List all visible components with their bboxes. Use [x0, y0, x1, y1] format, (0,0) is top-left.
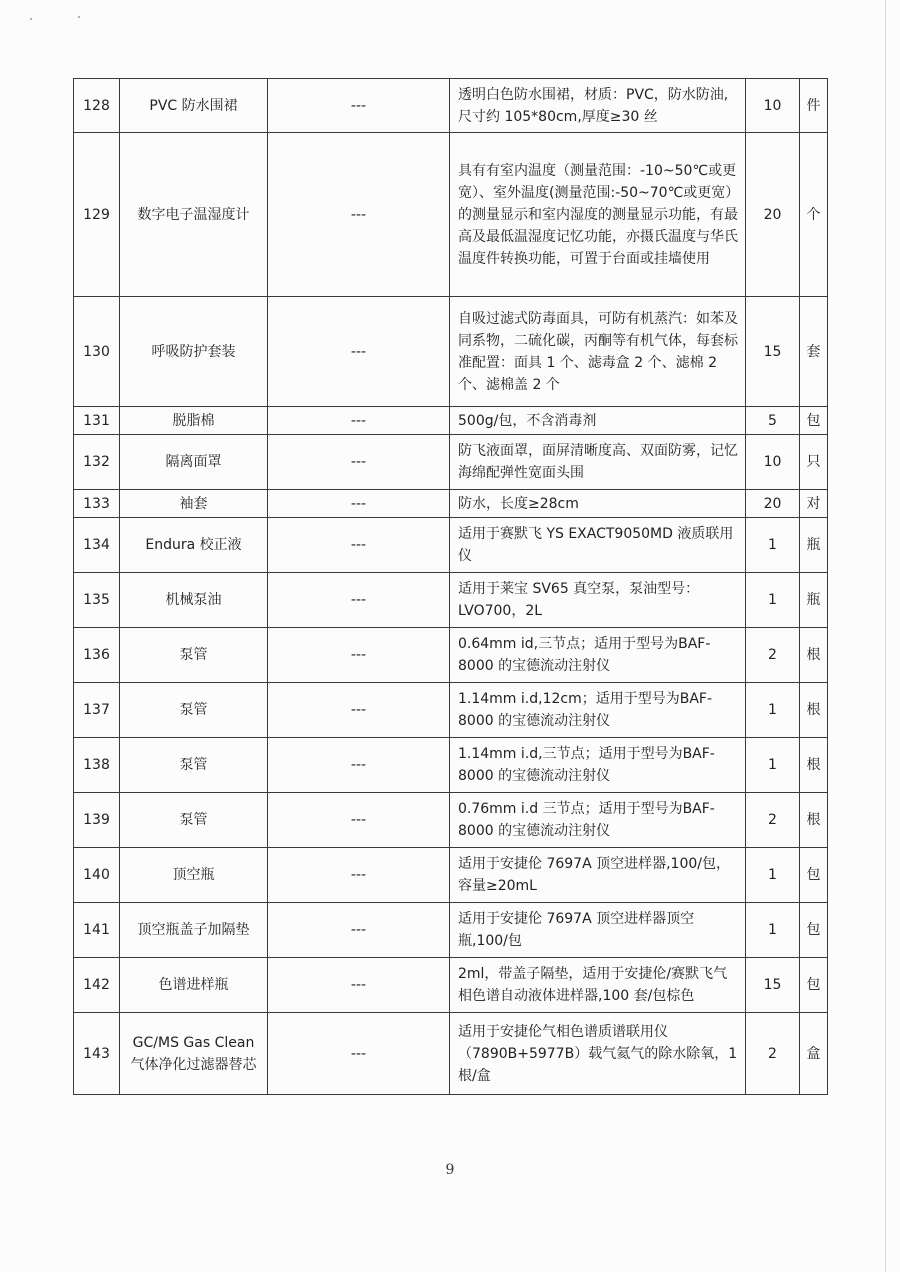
item-spec: 0.76mm i.d 三节点；适用于型号为BAF-8000 的宝德流动注射仪: [450, 793, 746, 848]
table-row: [74, 1013, 828, 1095]
table-row: [74, 490, 828, 518]
item-spec: 适用于安捷伦 7697A 顶空进样器顶空瓶,100/包: [450, 903, 746, 958]
item-number: 130: [74, 297, 120, 407]
item-quantity: 2: [746, 628, 800, 683]
item-spec: 1.14mm i.d,三节点；适用于型号为BAF-8000 的宝德流动注射仪: [450, 738, 746, 793]
item-name: 泵管: [120, 793, 268, 848]
item-number: 134: [74, 518, 120, 573]
item-quantity: 1: [746, 903, 800, 958]
item-brand: ---: [268, 683, 450, 738]
item-quantity: 10: [746, 79, 800, 133]
item-number: 139: [74, 793, 120, 848]
item-spec: 0.64mm id,三节点；适用于型号为BAF-8000 的宝德流动注射仪: [450, 628, 746, 683]
procurement-table: [73, 78, 828, 1095]
item-quantity: 15: [746, 958, 800, 1013]
item-brand: ---: [268, 958, 450, 1013]
table-row: [74, 435, 828, 490]
item-number: 132: [74, 435, 120, 490]
item-brand: ---: [268, 518, 450, 573]
item-name: 顶空瓶盖子加隔垫: [120, 903, 268, 958]
table-row: [74, 903, 828, 958]
item-spec: 2ml，带盖子隔垫，适用于安捷伦/赛默飞气相色谱自动液体进样器,100 套/包棕色: [450, 958, 746, 1013]
item-number: 133: [74, 490, 120, 518]
item-spec: 1.14mm i.d,12cm；适用于型号为BAF-8000 的宝德流动注射仪: [450, 683, 746, 738]
item-name: 泵管: [120, 683, 268, 738]
table-row: [74, 628, 828, 683]
item-name: 数字电子温湿度计: [120, 133, 268, 297]
item-unit: 个: [800, 133, 828, 297]
item-quantity: 2: [746, 793, 800, 848]
item-brand: ---: [268, 628, 450, 683]
item-spec: 透明白色防水围裙，材质：PVC，防水防油,尺寸约 105*80cm,厚度≥30 丝: [450, 79, 746, 133]
item-spec: 具有有室内温度（测量范围：-10~50℃或更宽）、室外温度(测量范围:-50~70℃或更宽）的测量显示和室内湿度的测量显示功能，有最高及最低温湿度记忆功能，亦摄氏温度与华氏温度件转换功能，可置于台面或挂墙使用: [450, 133, 746, 297]
table-row: [74, 79, 828, 133]
item-number: 141: [74, 903, 120, 958]
item-quantity: 1: [746, 573, 800, 628]
table-row: [74, 297, 828, 407]
item-unit: 根: [800, 683, 828, 738]
item-brand: ---: [268, 79, 450, 133]
item-number: 137: [74, 683, 120, 738]
item-name: 呼吸防护套装: [120, 297, 268, 407]
page-number: 9: [445, 1162, 455, 1178]
item-unit: 包: [800, 903, 828, 958]
scan-speck: [30, 18, 32, 20]
item-quantity: 1: [746, 848, 800, 903]
item-number: 131: [74, 407, 120, 435]
item-unit: 根: [800, 628, 828, 683]
item-unit: 包: [800, 407, 828, 435]
item-number: 128: [74, 79, 120, 133]
item-name: 脱脂棉: [120, 407, 268, 435]
table-row: [74, 518, 828, 573]
item-quantity: 20: [746, 133, 800, 297]
item-quantity: 20: [746, 490, 800, 518]
table-row: [74, 738, 828, 793]
table-row: [74, 407, 828, 435]
item-brand: ---: [268, 133, 450, 297]
item-spec: 适用于安捷伦 7697A 顶空进样器,100/包，容量≥20mL: [450, 848, 746, 903]
item-brand: ---: [268, 793, 450, 848]
item-quantity: 1: [746, 518, 800, 573]
table-row: [74, 958, 828, 1013]
item-brand: ---: [268, 297, 450, 407]
item-unit: 根: [800, 793, 828, 848]
item-quantity: 1: [746, 683, 800, 738]
item-unit: 对: [800, 490, 828, 518]
item-number: 136: [74, 628, 120, 683]
table-row: [74, 133, 828, 297]
item-number: 143: [74, 1013, 120, 1095]
item-brand: ---: [268, 738, 450, 793]
item-brand: ---: [268, 435, 450, 490]
item-brand: ---: [268, 573, 450, 628]
item-number: 140: [74, 848, 120, 903]
item-spec: 防水，长度≥28cm: [450, 490, 746, 518]
item-number: 138: [74, 738, 120, 793]
item-number: 135: [74, 573, 120, 628]
page-edge-line: [885, 0, 886, 1272]
item-quantity: 15: [746, 297, 800, 407]
item-name: 泵管: [120, 738, 268, 793]
item-unit: 根: [800, 738, 828, 793]
item-unit: 套: [800, 297, 828, 407]
item-name: 袖套: [120, 490, 268, 518]
item-name: PVC 防水围裙: [120, 79, 268, 133]
item-quantity: 5: [746, 407, 800, 435]
item-quantity: 10: [746, 435, 800, 490]
item-name: 隔离面罩: [120, 435, 268, 490]
item-name: Endura 校正液: [120, 518, 268, 573]
item-name: 机械泵油: [120, 573, 268, 628]
scan-speck: [78, 16, 80, 18]
item-name: 色谱进样瓶: [120, 958, 268, 1013]
item-spec: 防飞液面罩，面屏清晰度高、双面防雾，记忆海绵配弹性宽面头围: [450, 435, 746, 490]
item-number: 129: [74, 133, 120, 297]
table-row: [74, 573, 828, 628]
item-brand: ---: [268, 407, 450, 435]
item-unit: 件: [800, 79, 828, 133]
item-quantity: 1: [746, 738, 800, 793]
item-brand: ---: [268, 1013, 450, 1095]
item-brand: ---: [268, 490, 450, 518]
table-row: [74, 683, 828, 738]
item-unit: 包: [800, 848, 828, 903]
item-unit: 盒: [800, 1013, 828, 1095]
item-name: 顶空瓶: [120, 848, 268, 903]
item-brand: ---: [268, 848, 450, 903]
item-unit: 瓶: [800, 518, 828, 573]
item-spec: 自吸过滤式防毒面具，可防有机蒸汽：如苯及同系物，二硫化碳，丙酮等有机气体，每套标准配置：面具 1 个、滤毒盒 2 个、滤棉 2 个、滤棉盖 2 个: [450, 297, 746, 407]
item-unit: 包: [800, 958, 828, 1013]
item-unit: 只: [800, 435, 828, 490]
item-spec: 适用于莱宝 SV65 真空泵，泵油型号：LVO700，2L: [450, 573, 746, 628]
item-quantity: 2: [746, 1013, 800, 1095]
item-number: 142: [74, 958, 120, 1013]
item-unit: 瓶: [800, 573, 828, 628]
item-spec: 适用于安捷伦气相色谱质谱联用仪（7890B+5977B）载气氦气的除水除氧，1 根/盒: [450, 1013, 746, 1095]
item-brand: ---: [268, 903, 450, 958]
item-name: GC/MS Gas Clean 气体净化过滤器替芯: [120, 1013, 268, 1095]
item-spec: 500g/包，不含消毒剂: [450, 407, 746, 435]
table-row: [74, 848, 828, 903]
item-spec: 适用于赛默飞 YS EXACT9050MD 液质联用仪: [450, 518, 746, 573]
item-name: 泵管: [120, 628, 268, 683]
table-row: [74, 793, 828, 848]
